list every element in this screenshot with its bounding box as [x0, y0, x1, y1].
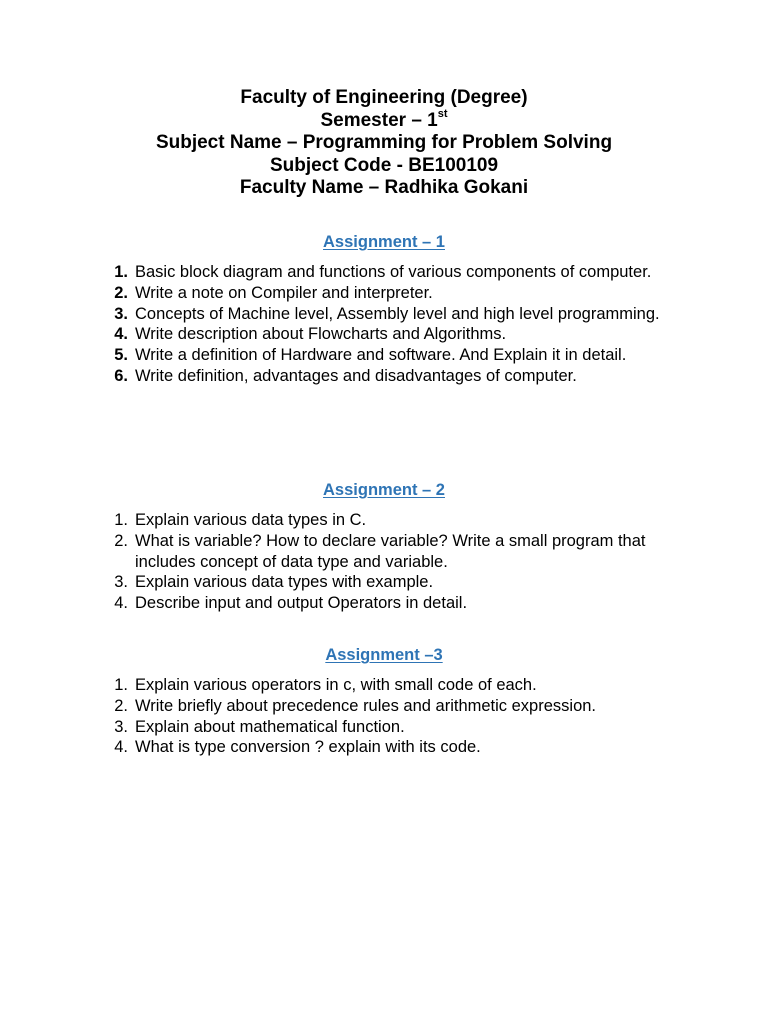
- document-header: [0, 87, 768, 200]
- item-text: Explain various operators in c, with small code of each.: [135, 676, 537, 694]
- item-text: Explain various data types with example.: [135, 573, 434, 592]
- assignment-3-heading: [0, 645, 768, 665]
- item-number: 2.: [114, 283, 128, 302]
- item-text: Concepts of Machine level, Assembly level and high level programming.: [135, 304, 660, 323]
- list-item: [0, 717, 670, 738]
- item-text: Write a note on Compiler and interpreter.: [135, 283, 433, 302]
- assignment-3-list: [0, 675, 670, 758]
- list-item: [0, 572, 670, 593]
- subject-name: Subject Name – Programming for Problem Solving: [155, 132, 613, 153]
- item-text: Basic block diagram and functions of various components of computer.: [135, 263, 652, 281]
- item-text: Write description about Flowcharts and Algorithms.: [135, 325, 507, 344]
- list-item: [0, 262, 670, 283]
- item-text: Explain about mathematical function.: [135, 717, 405, 736]
- assignment-2-heading: [0, 480, 768, 500]
- item-number: 3.: [114, 573, 128, 592]
- list-item: [0, 510, 670, 531]
- list-item: [0, 593, 670, 614]
- item-number: 4.: [114, 325, 128, 344]
- assignment-1-heading: [0, 232, 768, 252]
- item-number: 2.: [114, 696, 128, 715]
- list-item: [0, 345, 670, 366]
- item-number: 3.: [114, 717, 128, 736]
- list-item: [0, 366, 670, 387]
- list-item: [0, 283, 670, 304]
- assignment-2-list: [0, 510, 670, 614]
- list-item: [0, 531, 670, 573]
- list-item: [0, 675, 670, 696]
- item-text: What is type conversion ? explain with its code.: [135, 738, 481, 757]
- subject-code: Subject Code - BE100109: [269, 154, 499, 176]
- item-number: 6.: [114, 366, 128, 385]
- assignment-1-title: Assignment – 1: [323, 233, 445, 251]
- item-text: Write definition, advantages and disadvantages of computer.: [135, 366, 577, 385]
- list-item: [0, 737, 670, 758]
- assignment-3-title: Assignment –3: [325, 646, 443, 664]
- item-text: What is variable? How to declare variable? Write a small program that includes concept of data type and variable.: [135, 531, 646, 571]
- semester-text: Semester – 1: [320, 109, 438, 131]
- faculty-name: Faculty Name – Radhika Gokani: [239, 177, 529, 198]
- item-number: 1.: [114, 511, 128, 529]
- list-item: [0, 304, 670, 325]
- semester-line: [0, 110, 768, 133]
- list-item: [0, 696, 670, 717]
- item-number: 1.: [114, 676, 128, 694]
- item-number: 4.: [114, 738, 128, 757]
- item-text: Write briefly about precedence rules and arithmetic expression.: [135, 696, 597, 715]
- item-number: 4.: [114, 594, 128, 613]
- item-number: 2.: [114, 531, 128, 550]
- item-number: 1.: [114, 263, 128, 281]
- assignment-1-list: [0, 262, 670, 387]
- item-number: 5.: [114, 346, 128, 365]
- item-text: Write a definition of Hardware and software. And Explain it in detail.: [135, 346, 627, 365]
- semester-superscript: st: [437, 108, 448, 121]
- assignment-2-title: Assignment – 2: [323, 481, 445, 499]
- list-item: [0, 324, 670, 345]
- faculty-title: Faculty of Engineering (Degree): [240, 87, 528, 108]
- item-number: 3.: [114, 304, 128, 323]
- item-text: Describe input and output Operators in detail.: [135, 594, 468, 613]
- item-text: Explain various data types in C.: [135, 511, 367, 529]
